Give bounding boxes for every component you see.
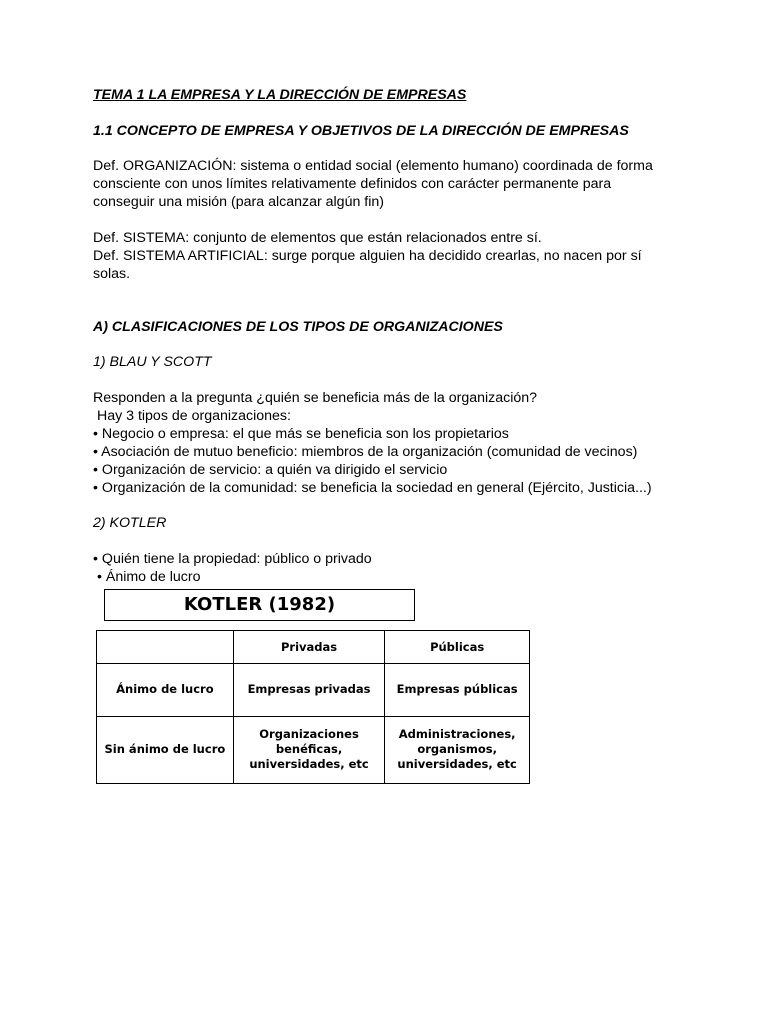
section-heading-1-1: 1.1 CONCEPTO DE EMPRESA Y OBJETIVOS DE LA DIRECCIÓN DE EMPRESAS [93, 122, 629, 139]
table-row [97, 664, 530, 716]
blau-intro: Responden a la pregunta ¿quién se beneficia más de la organización? [93, 389, 538, 406]
row-label-cell: Ánimo de lucro [97, 664, 234, 716]
blau-item: • Negocio o empresa: el que más se beneficia son los propietarios [93, 425, 509, 442]
blau-item: • Organización de la comunidad: se beneficia la sociedad en general (Ejército, Justicia...) [93, 479, 652, 496]
kotler-item: • Quién tiene la propiedad: público o privado [93, 550, 372, 567]
blau-count: Hay 3 tipos de organizaciones: [93, 407, 291, 424]
table-header-cell: Privadas [233, 631, 384, 664]
def-organizacion-line-3: conseguir una misión (para alcanzar algún fin) [93, 194, 385, 210]
kotler-table-figure [96, 589, 530, 785]
kotler-heading: 2) KOTLER [93, 515, 167, 531]
table-header-cell [97, 631, 234, 664]
table-cell: Organizaciones benéficas, universidades, etc [233, 716, 384, 783]
kotler-item: • Ánimo de lucro [93, 568, 201, 585]
blau-item: • Organización de servicio: a quién va dirigido el servicio [93, 461, 448, 478]
def-sistema-artificial-line-2: solas. [93, 265, 131, 282]
document-title: TEMA 1 LA EMPRESA Y LA DIRECCIÓN DE EMPRESAS [93, 87, 467, 103]
table-cell: Administraciones, organismos, universidades, etc [385, 716, 530, 783]
kotler-table [96, 630, 530, 784]
def-organizacion-line-1: Def. ORGANIZACIÓN: sistema o entidad social (elemento humano) coordinada de forma [93, 158, 653, 174]
table-header-row [97, 631, 530, 664]
table-row [97, 716, 530, 783]
table-header-cell: Públicas [385, 631, 530, 664]
table-cell: Empresas privadas [233, 664, 384, 716]
kotler-table-title: KOTLER (1982) [104, 589, 415, 621]
row-label-cell: Sin ánimo de lucro [97, 716, 234, 783]
blau-heading: 1) BLAU Y SCOTT [93, 354, 212, 370]
section-heading-a: A) CLASIFICACIONES DE LOS TIPOS DE ORGANIZACIONES [93, 318, 503, 335]
def-sistema: Def. SISTEMA: conjunto de elementos que están relacionados entre sí. [93, 229, 542, 246]
def-sistema-artificial-line-1: Def. SISTEMA ARTIFICIAL: surge porque alguien ha decidido crearlas, no nacen por sí [93, 247, 642, 264]
document-page [93, 86, 713, 586]
table-cell: Empresas públicas [385, 664, 530, 716]
blau-item: • Asociación de mutuo beneficio: miembros de la organización (comunidad de vecinos) [93, 443, 638, 460]
def-organizacion-line-2: consciente con unos límites relativamente definidos con carácter permanente para [93, 176, 612, 192]
